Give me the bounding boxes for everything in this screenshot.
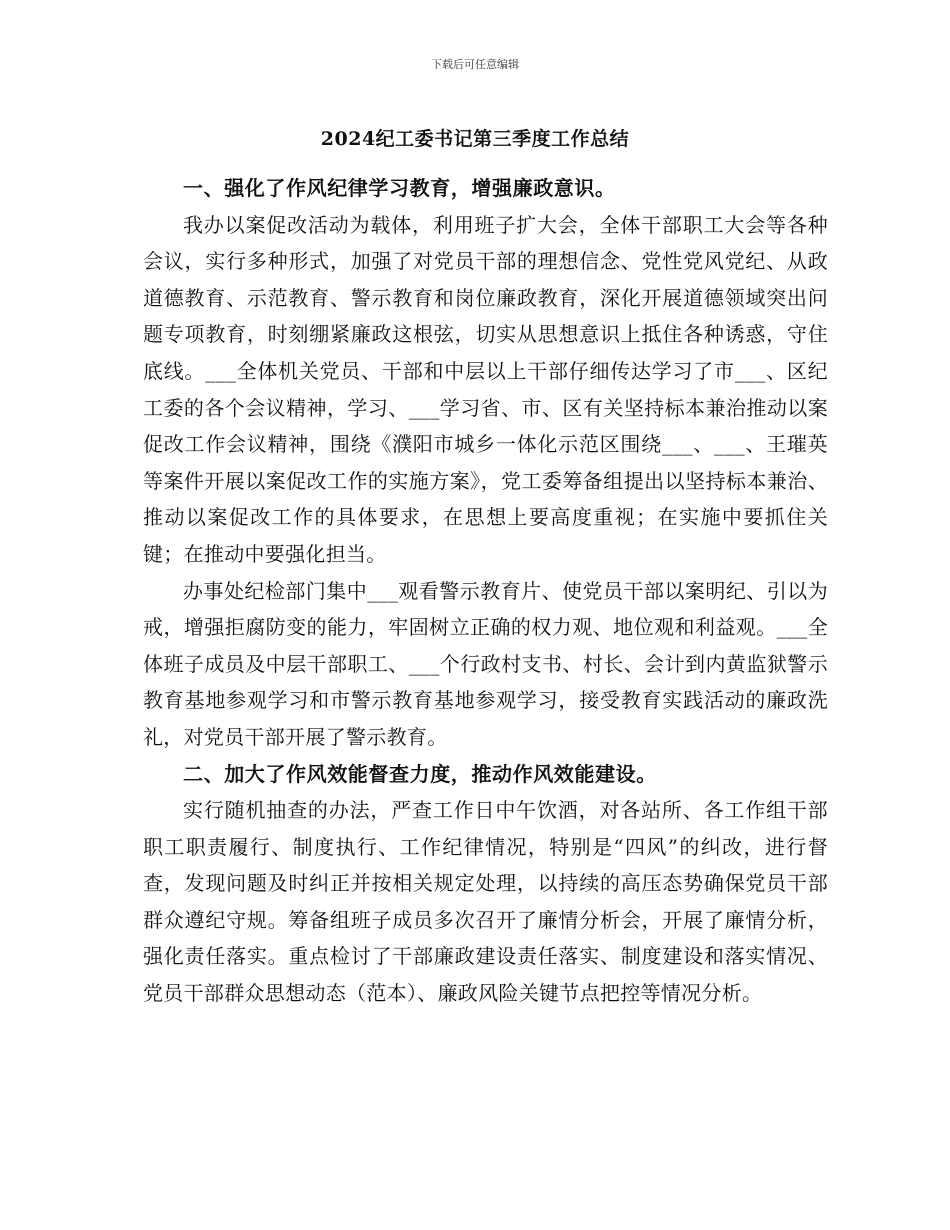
header-note: 下载后可任意编辑	[431, 58, 519, 71]
document-body	[143, 170, 828, 1012]
section-heading-1: 一、强化了作风纪律学习教育，增强廉政意识。	[183, 176, 616, 200]
section-1-paragraph-2: 办事处纪检部门集中___观看警示教育片、使党员干部以案明纪、引以为戒，增强拒腐防变的能力，牢固树立正确的权力观、地位观和利益观。___全体班子成员及中层干部职工、___个行政村支书、村长、会计到内黄监狱警示教育基地参观学习和市警示教育基地参观学习，接受教育实践活动的廉政洗礼，对党员干部开展了警示教育。	[143, 578, 828, 749]
section-heading-2: 二、加大了作风效能督查力度，推动作风效能建设。	[183, 761, 657, 786]
section-1-paragraph-1: 我办以案促改活动为载体，利用班子扩大会，全体干部职工大会等各种会议，实行多种形式，加强了对党员干部的理想信念、党性党风党纪、从政道德教育、示范教育、警示教育和岗位廉政教育，深化开展道德领域突出问题专项教育，时刻绷紧廉政这根弦，切实从思想意识上抵住各种诱惑，守住底线。___全体机关党员、干部和中层以上干部仔细传达学习了市___、区纪工委的各个会议精神，学习、___学习省、市、区有关坚持标本兼治推动以案促改工作会议精神，围绕《濮阳市城乡一体化示范区围绕___、___、王璀英等案件开展以案促改工作的实施方案》，党工委筹备组提出以坚持标本兼治、推动以案促改工作的具体要求，在思想上要高度重视；在实施中要抓住关键；在推动中要强化担当。	[143, 212, 828, 566]
section-2-paragraph-1: 实行随机抽查的办法，严查工作日中午饮酒，对各站所、各工作组干部职工职责履行、制度执行、工作纪律情况，特别是“四风”的纠改，进行督查，发现问题及时纠正并按相关规定处理，以持续的高压态势确保党员干部群众遵纪守规。筹备组班子成员多次召开了廉情分析会，开展了廉情分析，强化责任落实。重点检讨了干部廉政建设责任落实、制度建设和落实情况、党员干部群众思想动态（范本）、廉政风险关键节点把控等情况分析。	[143, 798, 828, 1006]
document-title: 2024纪工委书记第三季度工作总结	[320, 128, 630, 150]
